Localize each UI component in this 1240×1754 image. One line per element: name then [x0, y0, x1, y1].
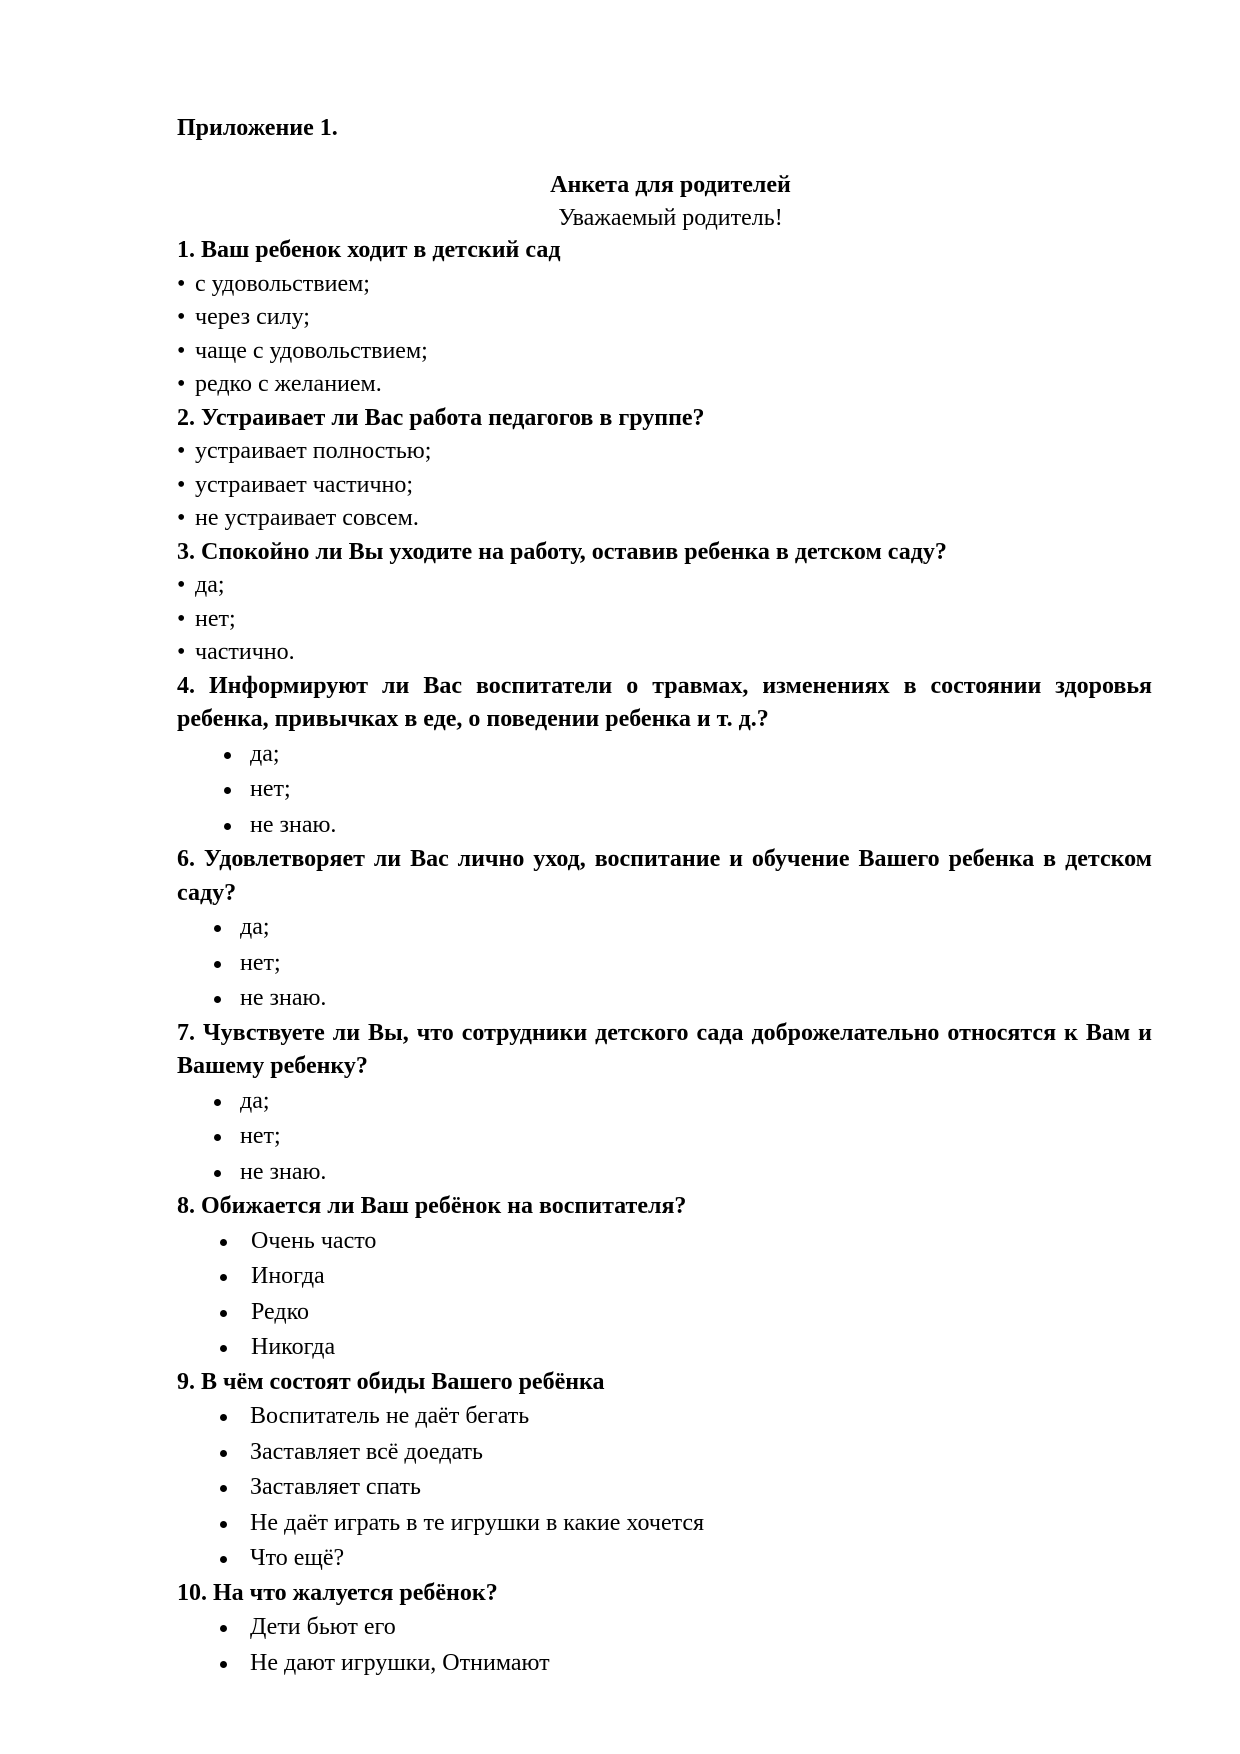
question-1-option: • через силу;	[177, 301, 1152, 335]
question-10: 10. На что жалуется ребёнок?	[177, 1579, 498, 1606]
bullet-icon	[214, 1134, 221, 1141]
bullet-icon	[220, 1450, 227, 1457]
bullet-icon: •	[177, 438, 186, 464]
question-7: 7. Чувствуете ли Вы, что сотрудники детского сада доброжелательно относятся к Вам и Вашему ребенку?	[177, 1019, 1152, 1079]
question-9-option: Воспитатель не даёт бегать	[177, 1399, 1152, 1435]
question-4: 4. Информируют ли Вас воспитатели о травмах, изменениях в состоянии здоровья ребенка, привычках в еде, о поведении ребенка и т. д.?	[177, 672, 1152, 732]
bullet-icon	[220, 1310, 227, 1317]
question-9-option: Что ещё?	[177, 1541, 1152, 1577]
question-4-option: нет;	[177, 772, 1152, 808]
bullet-icon	[214, 961, 221, 968]
bullet-icon: •	[177, 270, 186, 297]
bullet-icon	[214, 925, 221, 932]
question-9-option: Заставляет спать	[177, 1470, 1152, 1506]
bullet-icon	[214, 996, 221, 1003]
bullet-icon: •	[177, 605, 186, 632]
question-10-option: Дети бьют его	[177, 1610, 1152, 1646]
bullet-icon	[220, 1625, 227, 1632]
question-6-option: не знаю.	[177, 981, 1152, 1017]
question-4-option: да;	[177, 737, 1152, 773]
bullet-icon	[224, 787, 231, 794]
question-2: 2. Устраивает ли Вас работа педагогов в группе?	[177, 404, 705, 431]
question-1-option: • с удовольствием;	[177, 268, 1152, 302]
question-2-option: • не устраивает совсем.	[177, 502, 1152, 536]
bullet-icon	[220, 1239, 227, 1246]
bullet-icon	[220, 1661, 227, 1668]
question-8: 8. Обижается ли Ваш ребёнок на воспитателя?	[177, 1193, 687, 1219]
bullet-icon: •	[177, 304, 186, 330]
bullet-icon	[220, 1556, 227, 1563]
bullet-icon: •	[177, 505, 186, 531]
question-9-option: Не даёт играть в те игрушки в какие хочется	[177, 1506, 1152, 1542]
question-8-option: Редко	[177, 1295, 1152, 1331]
bullet-icon	[220, 1345, 227, 1352]
bullet-icon	[220, 1485, 227, 1492]
greeting: Уважаемый родитель!	[558, 205, 783, 231]
question-6-option: да;	[177, 910, 1152, 946]
question-1-option: • чаще с удовольствием;	[177, 335, 1152, 369]
question-3-option: • да;	[177, 569, 1152, 603]
question-1-option: • редко с желанием.	[177, 368, 1152, 402]
bullet-icon	[224, 752, 231, 759]
document-content	[177, 115, 1152, 1681]
bullet-icon	[214, 1170, 221, 1177]
question-10-option: Не дают игрушки, Отнимают	[177, 1646, 1152, 1682]
bullet-icon	[224, 823, 231, 830]
question-2-option: • устраивает полностью;	[177, 435, 1152, 469]
question-6: 6. Удовлетворяет ли Вас лично уход, воспитание и обучение Вашего ребенка в детском саду?	[177, 846, 1152, 906]
question-8-option: Очень часто	[177, 1224, 1152, 1260]
appendix-label: Приложение 1.	[177, 115, 338, 141]
question-3-option: • нет;	[177, 603, 1152, 637]
question-6-option: нет;	[177, 946, 1152, 982]
bullet-icon	[220, 1414, 227, 1421]
bullet-icon: •	[177, 471, 186, 498]
bullet-icon	[214, 1099, 221, 1106]
bullet-icon	[220, 1521, 227, 1528]
question-1: 1. Ваш ребенок ходит в детский сад	[177, 237, 561, 263]
question-3: 3. Спокойно ли Вы уходите на работу, оставив ребенка в детском саду?	[177, 538, 947, 565]
question-2-option: • устраивает частично;	[177, 469, 1152, 503]
question-8-option: Никогда	[177, 1330, 1152, 1366]
question-7-option: нет;	[177, 1119, 1152, 1155]
question-9-option: Заставляет всё доедать	[177, 1435, 1152, 1471]
question-3-option: • частично.	[177, 636, 1152, 670]
bullet-icon: •	[177, 572, 186, 598]
document-title: Анкета для родителей	[550, 172, 791, 198]
question-8-option: Иногда	[177, 1259, 1152, 1295]
bullet-icon	[220, 1274, 227, 1281]
question-7-option: не знаю.	[177, 1155, 1152, 1191]
bullet-icon: •	[177, 337, 186, 364]
question-9: 9. В чём состоят обиды Вашего ребёнка	[177, 1368, 605, 1395]
bullet-icon: •	[177, 639, 186, 665]
bullet-icon: •	[177, 371, 186, 397]
question-7-option: да;	[177, 1084, 1152, 1120]
question-4-option: не знаю.	[177, 808, 1152, 844]
